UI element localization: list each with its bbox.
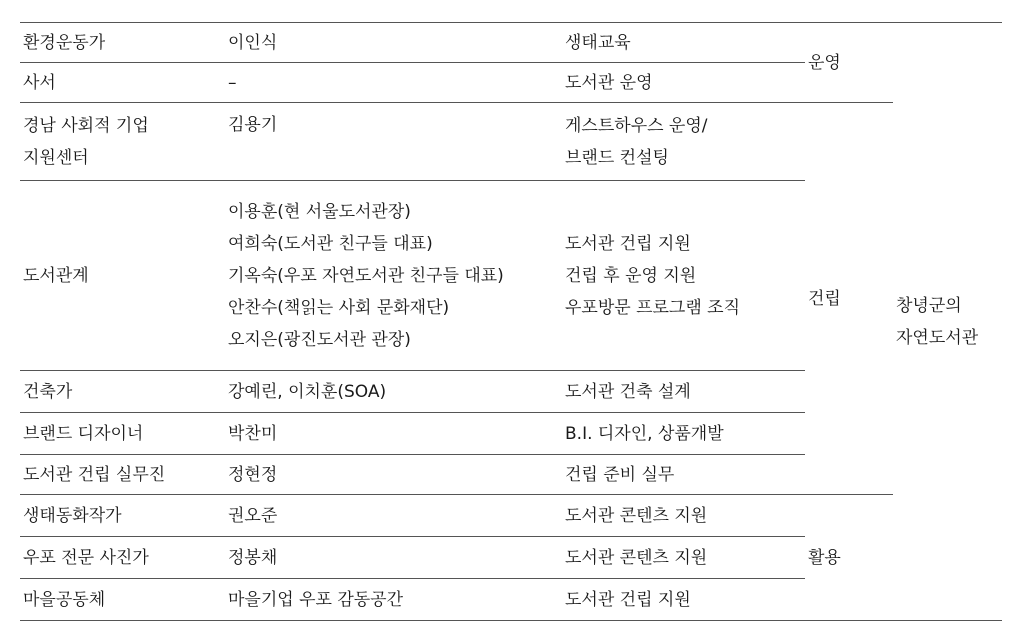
person-cell: –: [228, 72, 237, 93]
work-cell: 생태교육: [562, 23, 805, 63]
person-cell: 박찬미: [225, 413, 562, 455]
work-cell: B.I. 디자인, 상품개발: [562, 413, 805, 455]
person-cell: 강예린, 이치훈(SOA): [225, 371, 562, 413]
person-cell: 정현정: [225, 455, 562, 495]
role-cell: 브랜드 디자이너: [20, 413, 225, 455]
role-cell: 경남 사회적 기업 지원센터: [20, 103, 225, 181]
person-cell: 권오준: [225, 495, 562, 537]
person-cell: 이인식: [225, 23, 562, 63]
work-cell: 건립 준비 실무: [562, 455, 805, 495]
table-row: [20, 495, 1002, 537]
role-cell: 환경운동가: [20, 23, 225, 63]
work-cell: 도서관 건립 지원 건립 후 운영 지원 우포방문 프로그램 조직: [562, 181, 805, 371]
person-cell: 마을기업 우포 감동공간: [228, 589, 404, 610]
role-cell: 우포 전문 사진가: [20, 537, 225, 579]
phase-build: 건립: [805, 103, 893, 495]
work-cell: 도서관 건축 설계: [562, 371, 805, 413]
library-name: 창녕군의 자연도서관: [896, 295, 979, 348]
table-row: [20, 23, 1002, 63]
role-cell: 건축가: [20, 371, 225, 413]
stakeholder-table: [20, 22, 1002, 621]
person-cell: 정봉채: [225, 537, 562, 579]
person-cell: 김용기: [225, 103, 562, 181]
phase-use: 활용: [805, 495, 893, 621]
library-label: [893, 23, 1002, 621]
phase-operate: 운영: [805, 23, 893, 103]
work-cell: 도서관 콘텐츠 지원: [562, 495, 805, 537]
work-cell: 도서관 콘텐츠 지원: [562, 537, 805, 579]
role-cell: 도서관 건립 실무진: [20, 455, 225, 495]
table-row: [20, 103, 1002, 181]
role-cell: 사서: [23, 72, 56, 93]
work-cell: 도서관 운영: [565, 72, 653, 93]
role-cell: 마을공동체: [23, 589, 106, 610]
work-cell: 도서관 건립 지원: [565, 589, 691, 610]
person-cell: 이용훈(현 서울도서관장) 여희숙(도서관 친구들 대표) 기옥숙(우포 자연도서관 친구들 대표) 안찬수(책읽는 사회 문화재단) 오지은(광진도서관 관장): [225, 181, 562, 371]
work-cell: 게스트하우스 운영/ 브랜드 컨설팅: [562, 103, 805, 181]
role-cell: 도서관계: [20, 181, 225, 371]
role-cell: 생태동화작가: [20, 495, 225, 537]
